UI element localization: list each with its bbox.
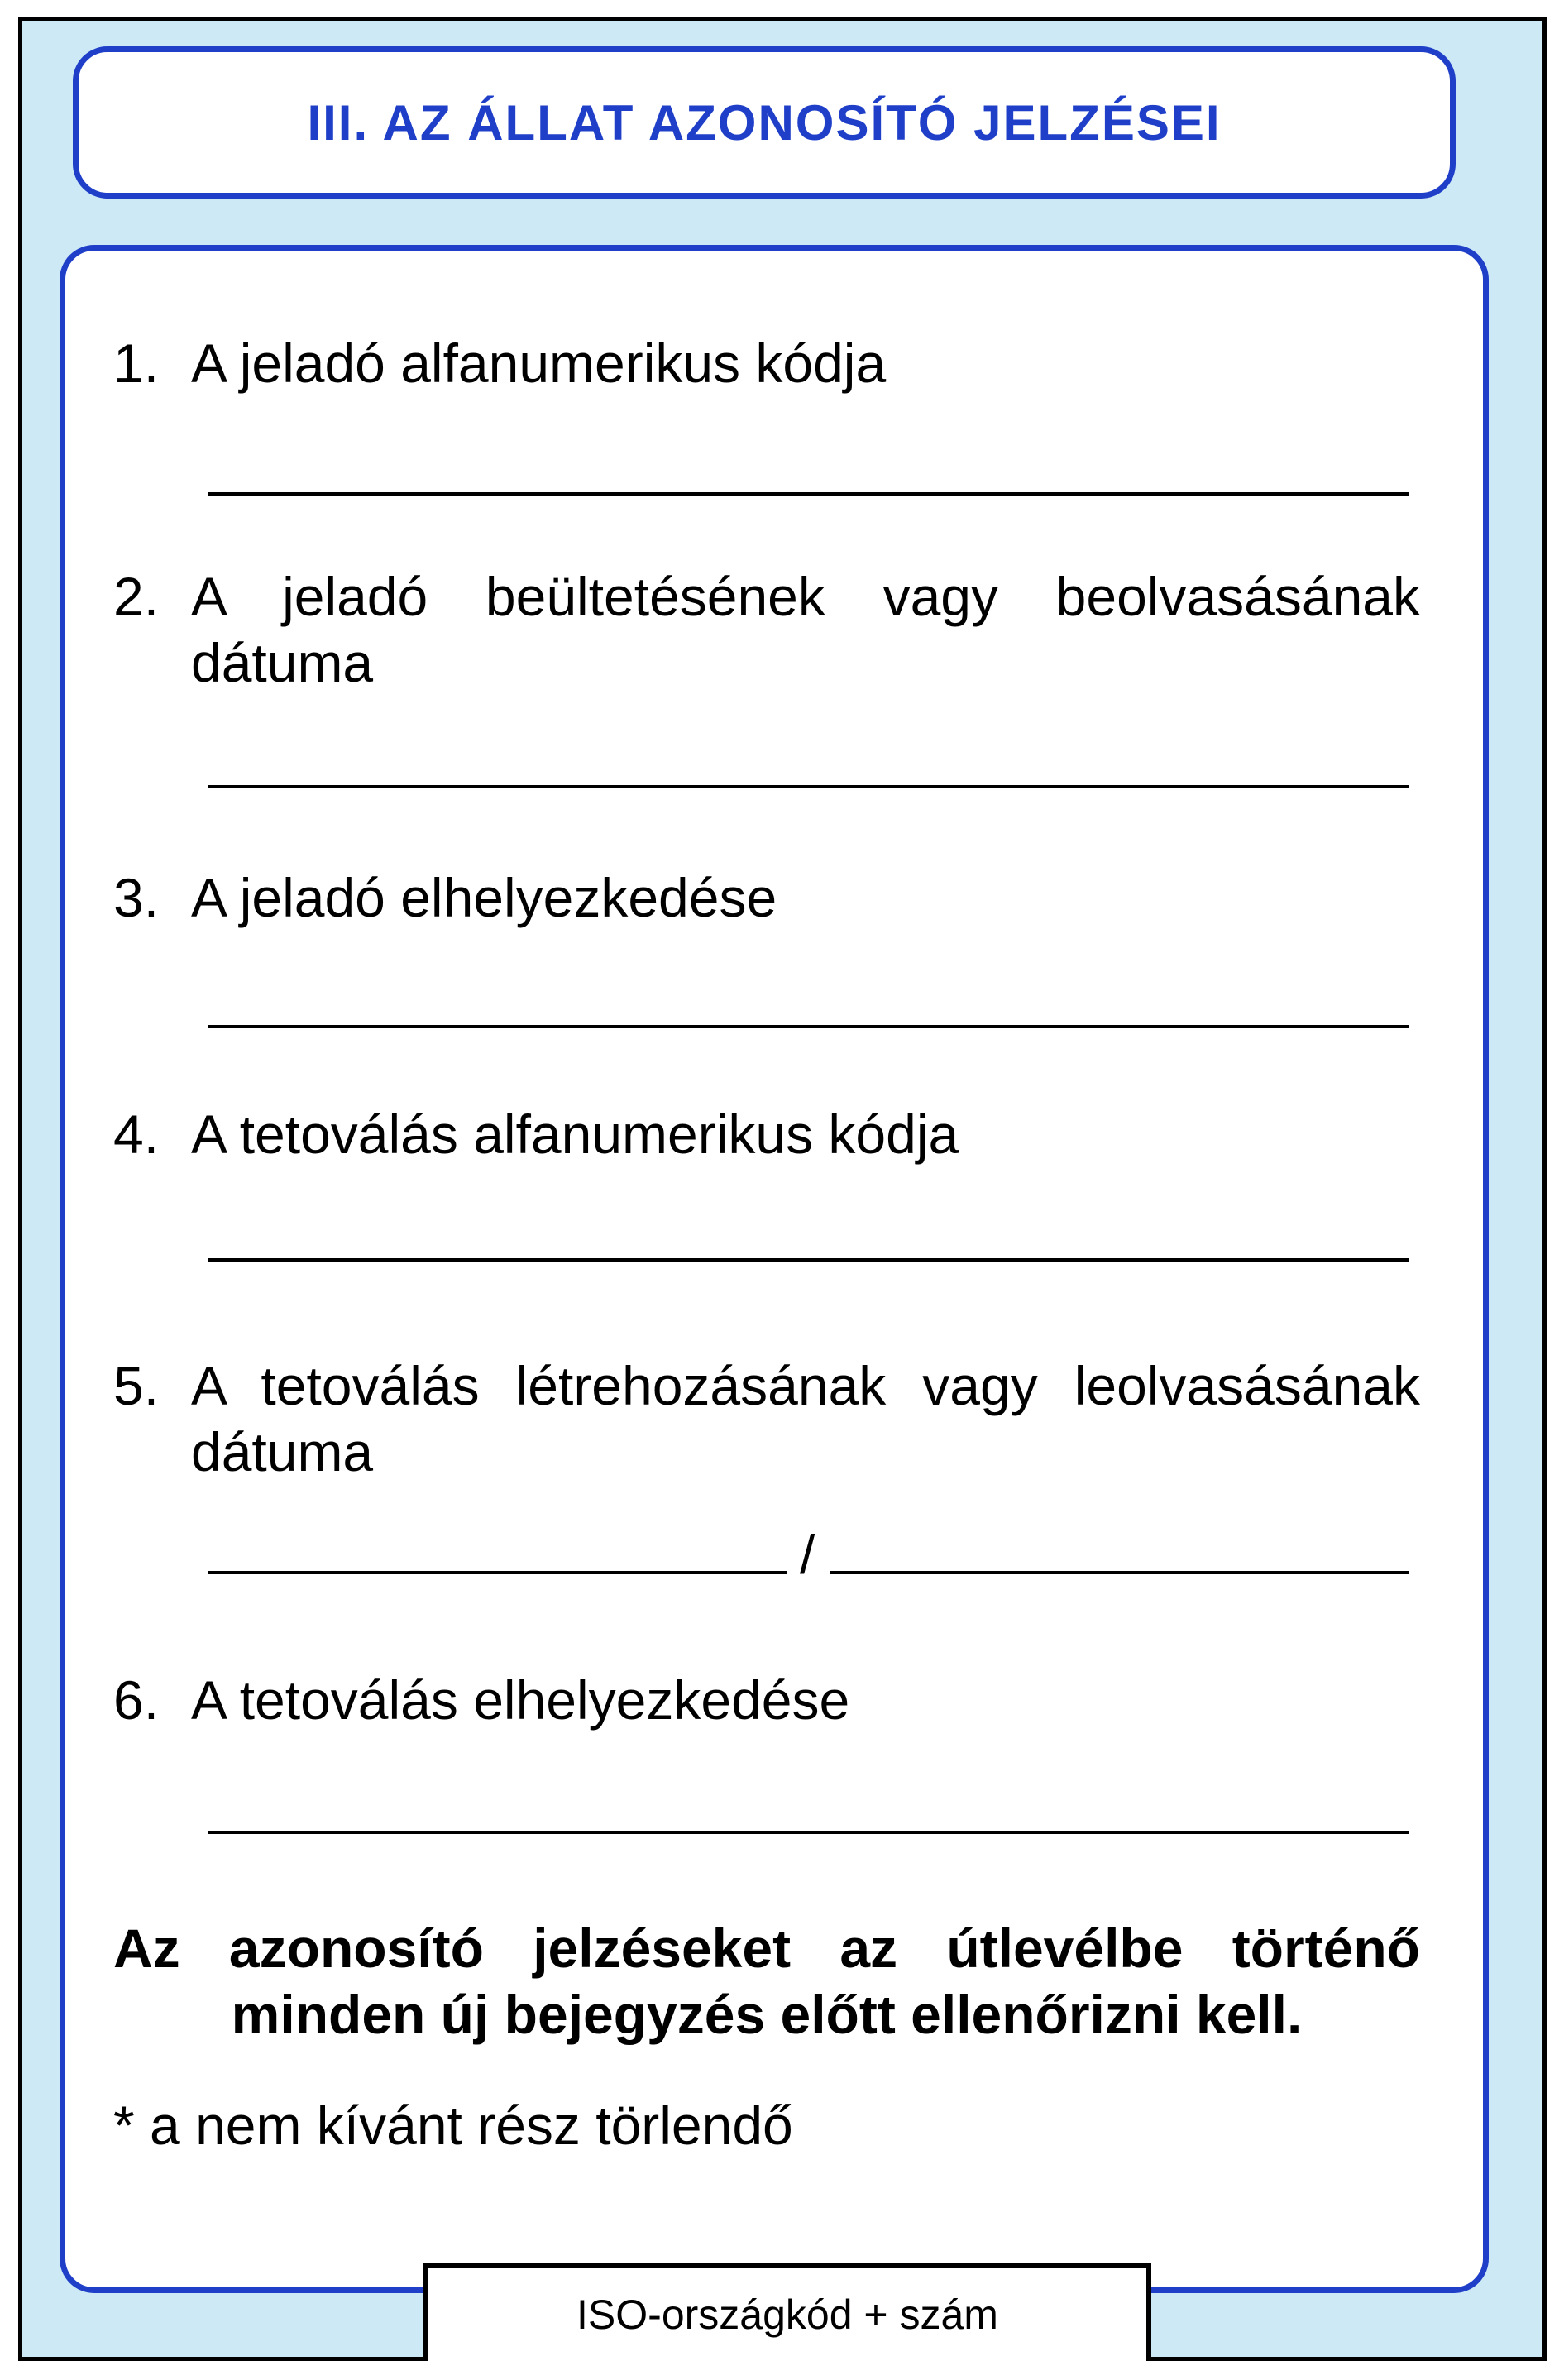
item-label: A jeladó alfanumerikus kódja <box>191 333 887 394</box>
answer-line-1[interactable] <box>208 492 1409 496</box>
item-label: A jeladó elhelyezkedése <box>191 867 777 928</box>
answer-line-6[interactable] <box>208 1831 1409 1834</box>
item-number: 4. <box>113 1104 160 1165</box>
form-panel <box>60 245 1489 2293</box>
item-label: A jeladó beültetésének vagy beolvasásának <box>191 566 1420 627</box>
answer-line-3[interactable] <box>208 1025 1409 1028</box>
item-number: 3. <box>113 867 160 928</box>
form-item-5 <box>113 1353 1420 1485</box>
item-number: 2. <box>113 566 160 627</box>
item-label: A tetoválás alfanumerikus kódja <box>191 1104 959 1165</box>
form-item-2 <box>113 563 1420 696</box>
notice-line-2: minden új bejegyzés előtt ellenőrizni kell. <box>231 1984 1303 2045</box>
item-number: 1. <box>113 333 160 394</box>
item-number: 6. <box>113 1669 160 1731</box>
form-item-3 <box>113 864 1420 931</box>
footnote: * a nem kívánt rész törlendő <box>113 2095 793 2156</box>
form-item-6 <box>113 1667 1420 1733</box>
answer-line-4[interactable] <box>208 1258 1409 1262</box>
item-label: A tetoválás létrehozásának vagy leolvasásának <box>191 1355 1420 1416</box>
form-item-4 <box>113 1101 1420 1167</box>
answer-line-5-right[interactable] <box>830 1571 1409 1574</box>
answer-line-2[interactable] <box>208 785 1409 788</box>
iso-code-box <box>423 2263 1151 2361</box>
verification-notice <box>113 1915 1420 2047</box>
item-label-continuation: dátuma <box>191 632 374 693</box>
date-separator: / <box>800 1524 815 1585</box>
item-number: 5. <box>113 1355 160 1416</box>
notice-line-1: Az azonosító jelzéseket az útlevélbe történő <box>113 1918 1420 1979</box>
iso-code-label: ISO-országkód + szám <box>576 2291 998 2338</box>
item-label-continuation: dátuma <box>191 1421 374 1482</box>
page-title: III. AZ ÁLLAT AZONOSÍTÓ JELZÉSEI <box>307 94 1222 151</box>
item-label: A tetoválás elhelyezkedése <box>191 1669 850 1731</box>
answer-line-5-left[interactable] <box>208 1571 787 1574</box>
title-box <box>73 46 1456 199</box>
form-item-1 <box>113 330 1420 396</box>
